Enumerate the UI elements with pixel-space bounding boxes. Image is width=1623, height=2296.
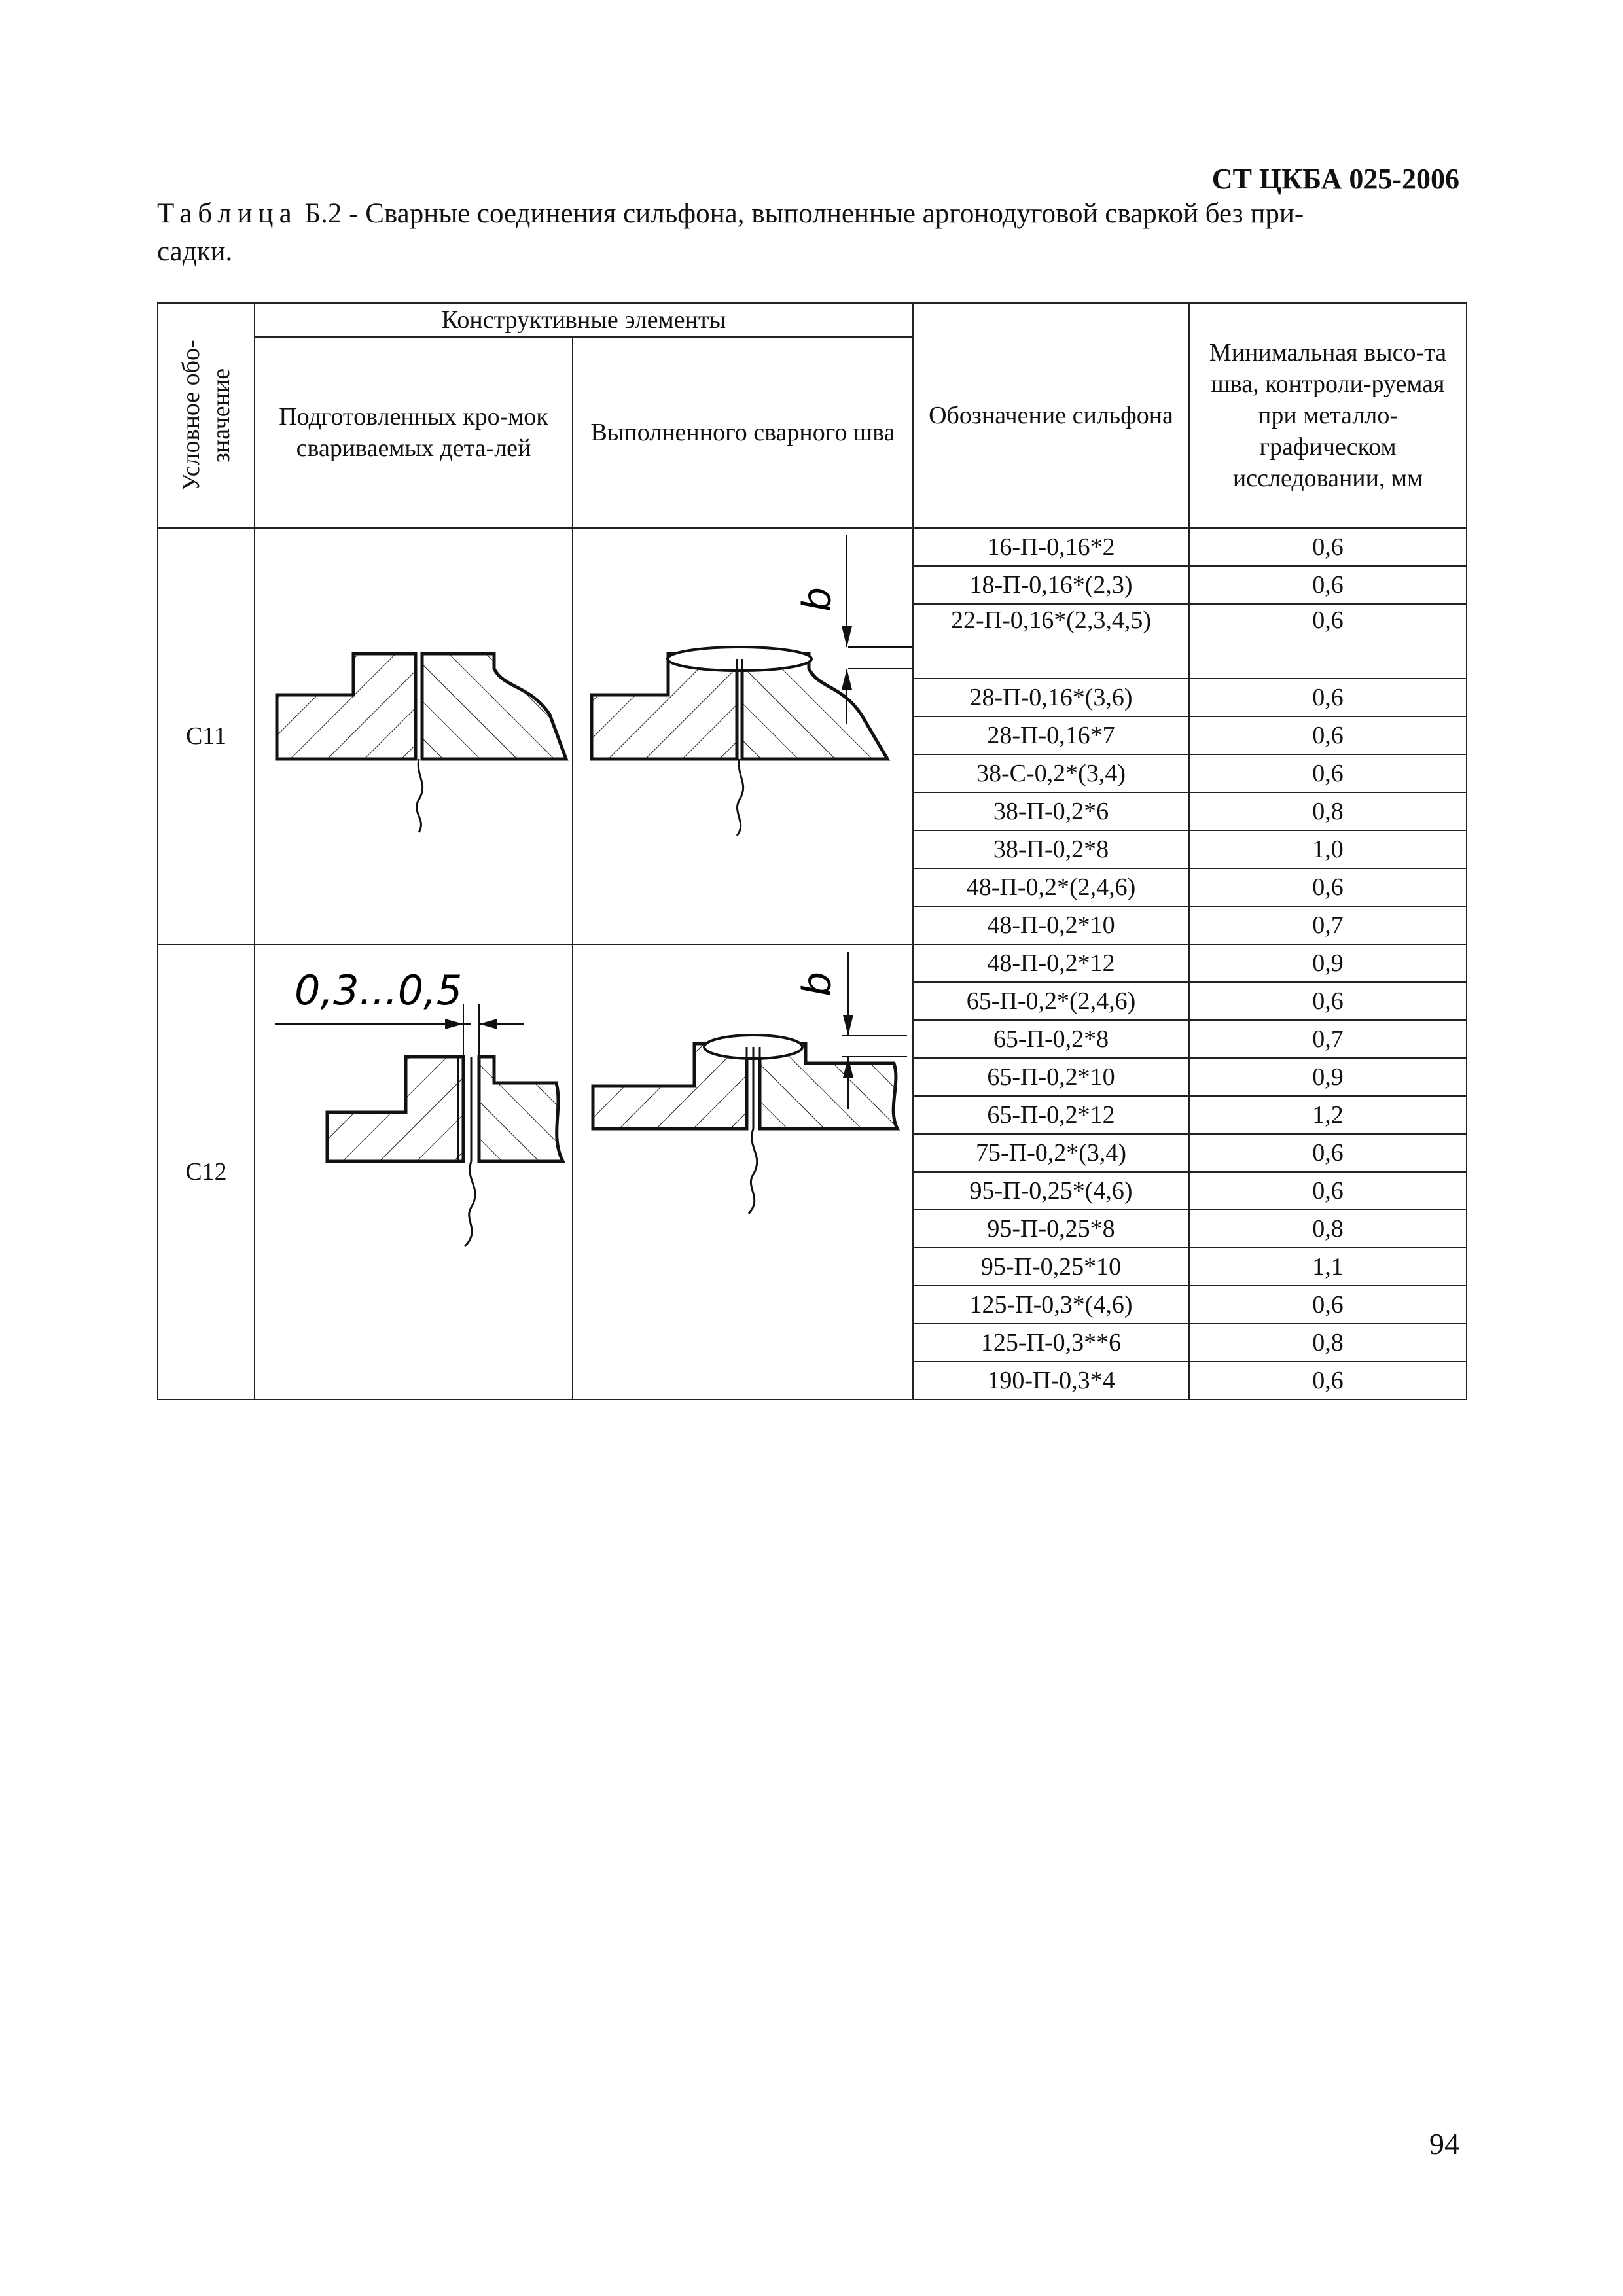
c11-welded-seam-sketch xyxy=(573,535,912,938)
min-height-cell: 0,7 xyxy=(1189,1020,1467,1058)
header-welded-seam: Выполненного сварного шва xyxy=(573,337,913,528)
min-height-cell: 0,6 xyxy=(1189,982,1467,1020)
min-height-cell: 0,9 xyxy=(1189,1058,1467,1096)
c11-welded-drawing xyxy=(573,528,913,944)
min-height-cell: 0,6 xyxy=(1189,528,1467,566)
bellows-designation-cell: 95-П-0,25*8 xyxy=(913,1210,1189,1248)
c11-prepared-edges-sketch xyxy=(255,535,572,938)
min-height-cell: 0,6 xyxy=(1189,1172,1467,1210)
c11-height-mark: q xyxy=(799,587,845,612)
bellows-designation-cell: 125-П-0,3*(4,6) xyxy=(913,1286,1189,1324)
bellows-designation-cell: 38-П-0,2*6 xyxy=(913,792,1189,830)
min-height-cell: 0,6 xyxy=(1189,1362,1467,1400)
c12-height-mark: q xyxy=(799,972,845,997)
c12-welded-drawing xyxy=(573,944,913,1400)
header-min-weld-height: Минимальная высо-та шва, контроли-руемая при металло-графическом исследовании, мм xyxy=(1189,303,1467,528)
c12-welded-seam-sketch xyxy=(573,952,912,1392)
bellows-designation-cell: 190-П-0,3*4 xyxy=(913,1362,1189,1400)
bellows-designation-cell: 48-П-0,2*10 xyxy=(913,906,1189,944)
bellows-designation-cell: 95-П-0,25*(4,6) xyxy=(913,1172,1189,1210)
bellows-designation-cell: 75-П-0,2*(3,4) xyxy=(913,1134,1189,1172)
min-height-cell: 0,7 xyxy=(1189,906,1467,944)
header-designation: Условное обо-значение xyxy=(158,303,255,528)
bellows-designation-cell: 125-П-0,3**6 xyxy=(913,1324,1189,1362)
bellows-designation-cell: 22-П-0,16*(2,3,4,5) xyxy=(913,604,1189,679)
min-height-cell: 0,8 xyxy=(1189,1210,1467,1248)
bellows-designation-cell: 28-П-0,16*7 xyxy=(913,716,1189,754)
bellows-designation-cell: 65-П-0,2*12 xyxy=(913,1096,1189,1134)
c12-gap-dimension: 0,3...0,5 xyxy=(294,966,463,1014)
caption-text-continued: садки. xyxy=(157,236,233,267)
min-height-cell: 0,8 xyxy=(1189,1324,1467,1362)
min-height-cell: 1,1 xyxy=(1189,1248,1467,1286)
min-height-cell: 1,0 xyxy=(1189,830,1467,868)
min-height-cell: 0,6 xyxy=(1189,1134,1467,1172)
min-height-cell: 0,6 xyxy=(1189,716,1467,754)
header-bellows-designation: Обозначение сильфона xyxy=(913,303,1189,528)
c12-prepared-edges-sketch xyxy=(255,952,572,1392)
document-code: СТ ЦКБА 025-2006 xyxy=(1211,163,1459,195)
min-height-cell: 0,6 xyxy=(1189,868,1467,906)
min-height-cell: 0,6 xyxy=(1189,754,1467,792)
c11-prepared-drawing xyxy=(255,528,573,944)
group-code-c11: С11 xyxy=(158,528,255,944)
min-height-cell: 1,2 xyxy=(1189,1096,1467,1134)
bellows-designation-cell: 48-П-0,2*12 xyxy=(913,944,1189,982)
weld-joints-table xyxy=(157,302,1467,1400)
group-code-c12: С12 xyxy=(158,944,255,1400)
min-height-cell: 0,9 xyxy=(1189,944,1467,982)
bellows-designation-cell: 65-П-0,2*8 xyxy=(913,1020,1189,1058)
header-constructive-elements: Конструктивные элементы xyxy=(255,303,913,337)
min-height-cell: 0,6 xyxy=(1189,679,1467,716)
bellows-designation-cell: 65-П-0,2*10 xyxy=(913,1058,1189,1096)
min-height-cell: 0,6 xyxy=(1189,566,1467,604)
caption-number: Б.2 xyxy=(304,198,342,229)
bellows-designation-cell: 18-П-0,16*(2,3) xyxy=(913,566,1189,604)
caption-text: Сварные соединения сильфона, выполненные аргонодуговой сваркой без при- xyxy=(365,198,1304,229)
table-caption xyxy=(157,195,1466,271)
caption-label: Таблица xyxy=(157,198,298,229)
bellows-designation-cell: 48-П-0,2*(2,4,6) xyxy=(913,868,1189,906)
bellows-designation-cell: 38-С-0,2*(3,4) xyxy=(913,754,1189,792)
min-height-cell: 0,6 xyxy=(1189,1286,1467,1324)
bellows-designation-cell: 65-П-0,2*(2,4,6) xyxy=(913,982,1189,1020)
page-number: 94 xyxy=(1429,2127,1459,2161)
header-prepared-edges: Подготовленных кро-мок свариваемых дета-лей xyxy=(255,337,573,528)
c12-prepared-drawing xyxy=(255,944,573,1400)
caption-dash: - xyxy=(349,198,359,229)
bellows-designation-cell: 28-П-0,16*(3,6) xyxy=(913,679,1189,716)
bellows-designation-cell: 38-П-0,2*8 xyxy=(913,830,1189,868)
min-height-cell: 0,6 xyxy=(1189,604,1467,679)
bellows-designation-cell: 16-П-0,16*2 xyxy=(913,528,1189,566)
bellows-designation-cell: 95-П-0,25*10 xyxy=(913,1248,1189,1286)
min-height-cell: 0,8 xyxy=(1189,792,1467,830)
